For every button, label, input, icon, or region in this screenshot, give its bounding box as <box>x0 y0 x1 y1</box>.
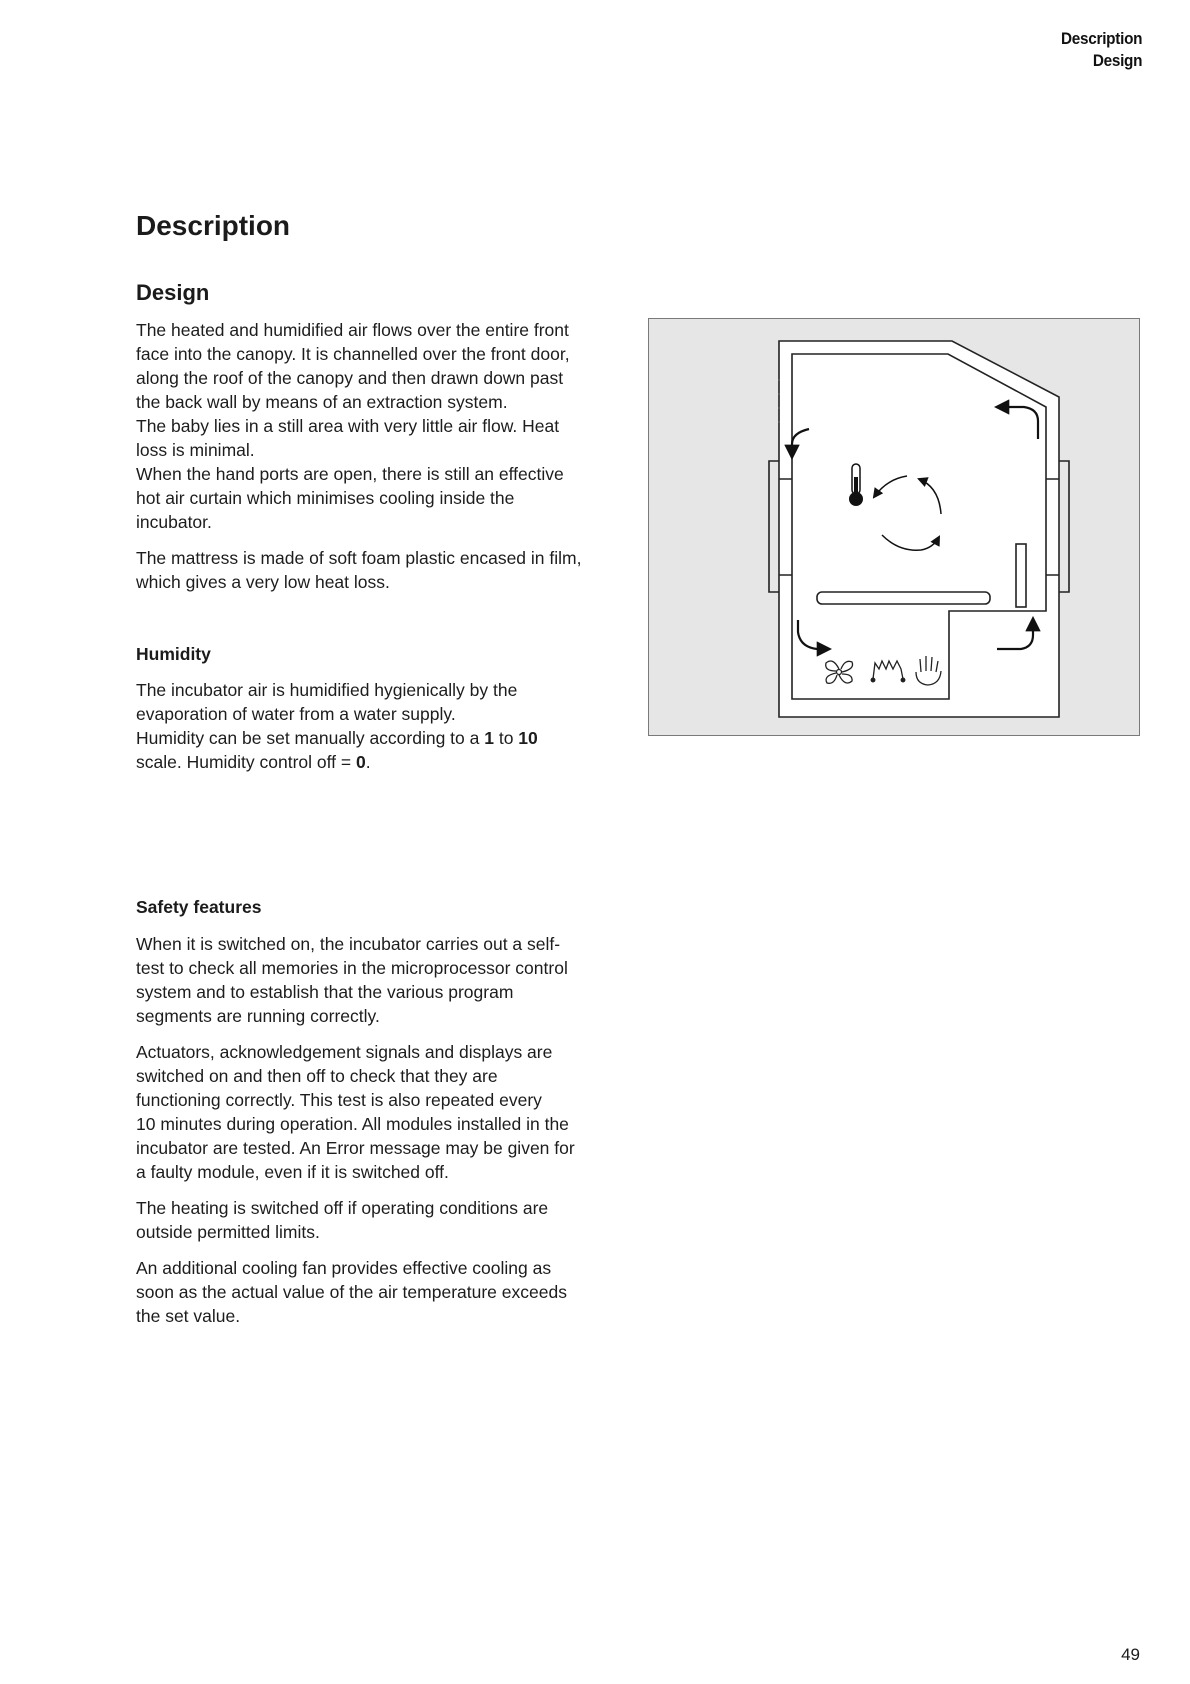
airflow-diagram <box>648 318 1140 736</box>
running-head-subsection: Design <box>1092 51 1142 70</box>
text-line: along the roof of the canopy and then drawn down past <box>136 368 564 388</box>
design-heading: Design <box>136 280 210 305</box>
safety-paragraph-4 <box>136 1256 636 1328</box>
humidity-paragraph <box>136 678 636 774</box>
text-line: The mattress is made of soft foam plastic encased in film, <box>136 548 582 568</box>
text-run: scale. Humidity control off = <box>136 752 356 772</box>
text-line: 10 minutes during operation. All modules installed in the <box>136 1114 569 1134</box>
canopy-outer <box>779 341 1059 717</box>
text-line: which gives a very low heat loss. <box>136 572 390 592</box>
text-line: test to check all memories in the microprocessor control <box>136 958 568 978</box>
text-line <box>136 726 636 750</box>
text-line: outside permitted limits. <box>136 1222 320 1242</box>
text-line: soon as the actual value of the air temperature exceeds <box>136 1282 567 1302</box>
scale-max-value: 10 <box>518 728 538 748</box>
design-paragraph-2 <box>136 546 636 594</box>
text-line: the set value. <box>136 1306 241 1326</box>
text-line: functioning correctly. This test is also repeated every <box>136 1090 542 1110</box>
text-line: The incubator air is humidified hygienically by the <box>136 680 518 700</box>
airflow-diagram-svg <box>649 319 1141 737</box>
text-line: incubator are tested. An Error message may be given for <box>136 1138 575 1158</box>
text-line: When it is switched on, the incubator carries out a self- <box>136 934 561 954</box>
text-line: An additional cooling fan provides effective cooling as <box>136 1258 552 1278</box>
humidity-heading: Humidity <box>136 644 211 664</box>
running-head <box>1052 28 1142 72</box>
text-line: The heating is switched off if operating conditions are <box>136 1198 549 1218</box>
text-run: to <box>493 728 519 748</box>
text-line: Actuators, acknowledgement signals and displays are <box>136 1042 553 1062</box>
text-line: evaporation of water from a water supply. <box>136 704 456 724</box>
text-line: face into the canopy. It is channelled over the front door, <box>136 344 570 364</box>
safety-heading: Safety features <box>136 897 262 917</box>
text-line: hot air curtain which minimises cooling inside the <box>136 488 515 508</box>
right-hand-port <box>1059 461 1069 592</box>
safety-text <box>136 932 636 1340</box>
text-line: switched on and then off to check that they are <box>136 1066 498 1086</box>
safety-paragraph-3 <box>136 1196 636 1244</box>
text-line: incubator. <box>136 512 212 532</box>
text-run: . <box>365 752 371 772</box>
safety-paragraph-1 <box>136 932 636 1028</box>
text-line: the back wall by means of an extraction system. <box>136 392 508 412</box>
page-title: Description <box>136 210 291 241</box>
design-text <box>136 318 636 606</box>
left-hand-port <box>769 461 779 592</box>
running-head-section: Description <box>1060 29 1142 48</box>
design-paragraph-1 <box>136 318 636 534</box>
text-line: segments are running correctly. <box>136 1006 380 1026</box>
scale-min-value: 1 <box>484 728 494 748</box>
text-line: loss is minimal. <box>136 440 255 460</box>
text-line: system and to establish that the various program <box>136 982 514 1002</box>
text-run: Humidity can be set manually according to a <box>136 728 485 748</box>
text-line: The baby lies in a still area with very little air flow. Heat <box>136 416 560 436</box>
text-line <box>136 750 636 774</box>
safety-paragraph-2 <box>136 1040 636 1184</box>
text-line: The heated and humidified air flows over the entire front <box>136 320 569 340</box>
text-line: When the hand ports are open, there is still an effective <box>136 464 564 484</box>
incubator-outline <box>769 341 1069 717</box>
page-number: 49 <box>1121 1645 1140 1664</box>
text-line: a faulty module, even if it is switched off. <box>136 1162 449 1182</box>
humidity-off-value: 0 <box>355 752 366 772</box>
humidity-text <box>136 678 636 786</box>
